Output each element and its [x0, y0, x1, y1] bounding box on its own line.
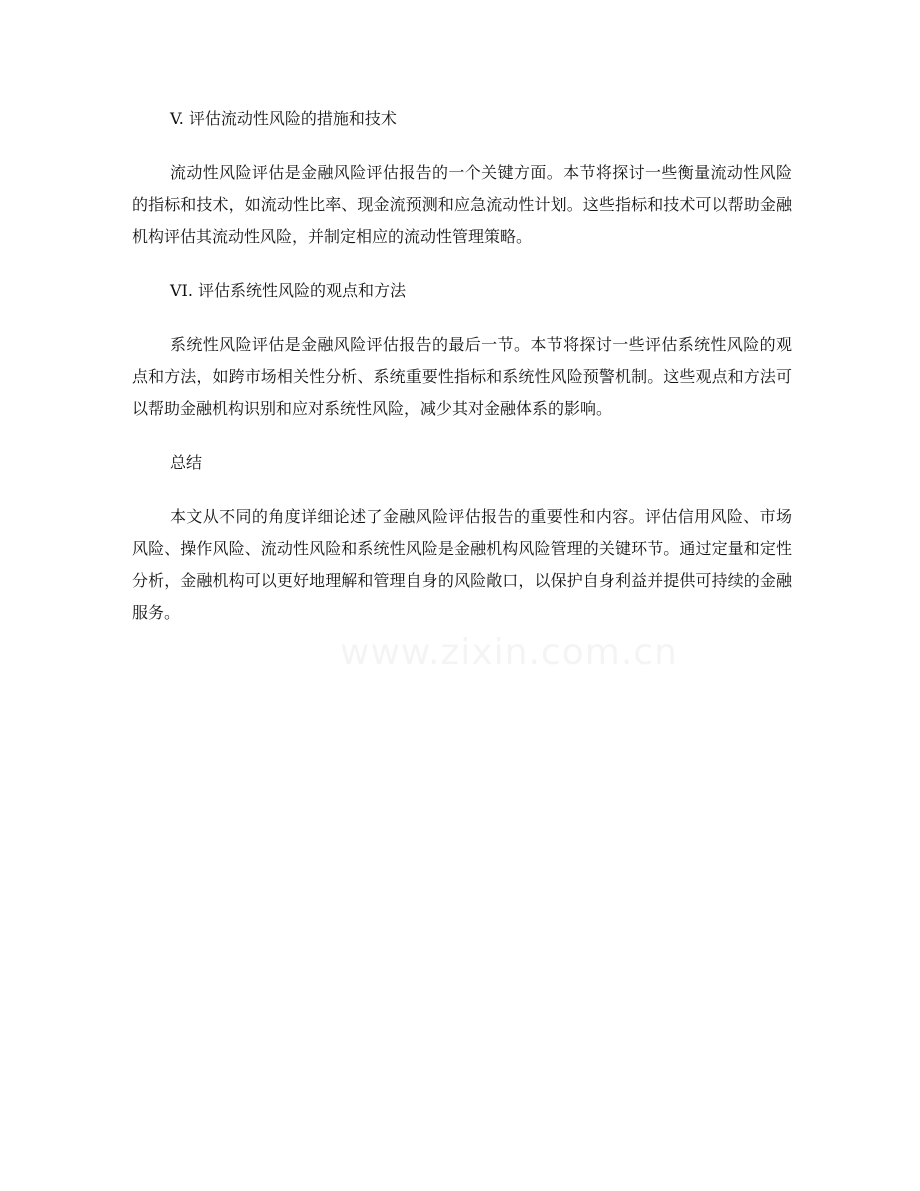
section-heading-summary: 总结 — [170, 453, 203, 472]
section-paragraph-systemic-risk: 系统性风险评估是金融风险评估报告的最后一节。本节将探讨一些评估系统性风险的观点和方法，如跨市场相关性分析、系统重要性指标和系统性风险预警机制。这些观点和方法可以帮助金融机构识别和应对系统性风险，减少其对金融体系的影响。 — [132, 335, 792, 418]
document-body — [132, 103, 792, 629]
section-paragraph-liquidity-risk: 流动性风险评估是金融风险评估报告的一个关键方面。本节将探讨一些衡量流动性风险的指标和技术，如流动性比率、现金流预测和应急流动性计划。这些指标和技术可以帮助金融机构评估其流动性风险，并制定相应的流动性管理策略。 — [132, 163, 792, 246]
section-heading-liquidity-risk: V. 评估流动性风险的措施和技术 — [170, 109, 397, 128]
section-heading-systemic-risk: VI. 评估系统性风险的观点和方法 — [170, 281, 407, 300]
watermark-text — [340, 632, 678, 673]
section-paragraph-summary: 本文从不同的角度详细论述了金融风险评估报告的重要性和内容。评估信用风险、市场风险、操作风险、流动性风险和系统性风险是金融机构风险管理的关键环节。通过定量和定性分析，金融机构可以更好地理解和管理自身的风险敞口，以保护自身利益并提供可持续的金融服务。 — [132, 507, 792, 622]
